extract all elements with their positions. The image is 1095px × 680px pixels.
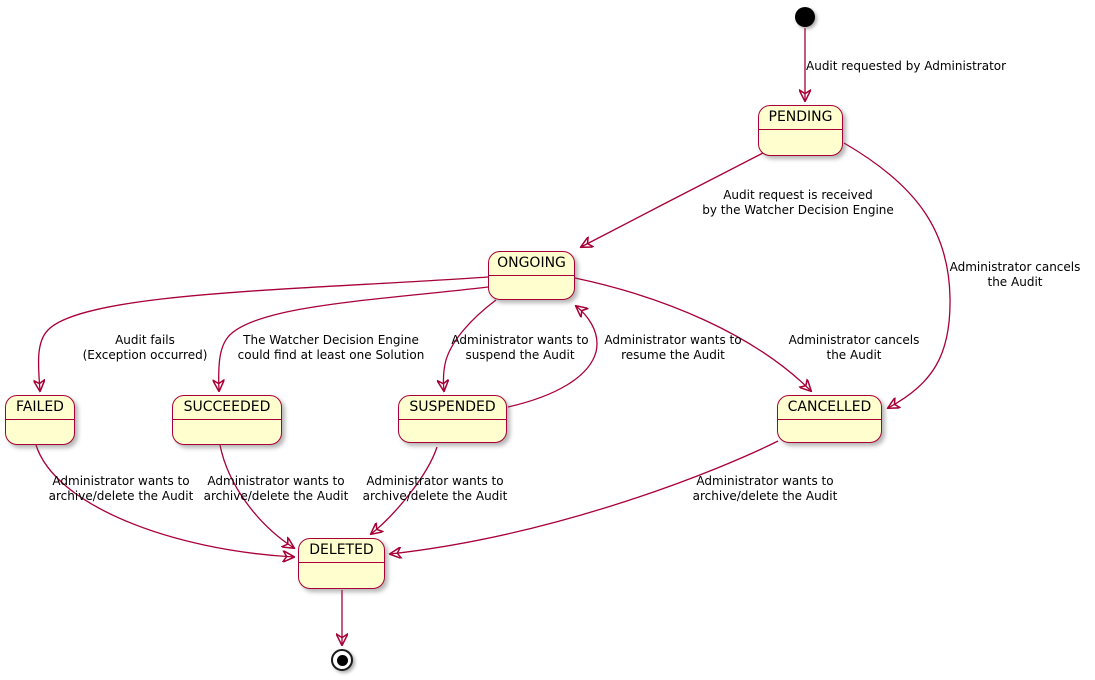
label-ongoing-succeeded: The Watcher Decision Engine could find at least one Solution — [237, 333, 425, 362]
initial-state-node — [795, 7, 815, 27]
label-succeeded-deleted: Administrator wants to archive/delete the Audit — [203, 474, 349, 503]
state-succeeded-label: SUCCEEDED — [173, 396, 281, 420]
label-failed-deleted: Administrator wants to archive/delete the Audit — [48, 474, 194, 503]
label-pending-cancelled: Administrator cancels the Audit — [949, 260, 1081, 289]
state-pending-label: PENDING — [759, 106, 842, 130]
state-failed — [5, 395, 75, 445]
label-ongoing-cancelled: Administrator cancels the Audit — [788, 333, 920, 362]
label-ongoing-failed: Audit fails (Exception occurred) — [82, 333, 208, 362]
state-cancelled — [777, 395, 882, 443]
state-suspended-label: SUSPENDED — [399, 396, 506, 420]
state-suspended — [398, 395, 507, 443]
label-ongoing-suspended: Administrator wants to suspend the Audit — [451, 333, 589, 362]
state-cancelled-label: CANCELLED — [778, 396, 881, 420]
state-failed-label: FAILED — [6, 396, 74, 420]
final-state-node — [331, 649, 353, 671]
label-init-pending: Audit requested by Administrator — [806, 59, 1007, 73]
label-cancelled-deleted: Administrator wants to archive/delete the Audit — [692, 474, 838, 503]
label-suspended-ongoing: Administrator wants to resume the Audit — [604, 333, 742, 362]
final-state-core — [337, 655, 348, 666]
state-deleted-label: DELETED — [299, 539, 384, 563]
state-deleted — [298, 538, 385, 589]
state-pending — [758, 105, 843, 156]
label-suspended-deleted: Administrator wants to archive/delete the Audit — [362, 474, 508, 503]
state-ongoing-label: ONGOING — [489, 252, 574, 276]
state-ongoing — [488, 251, 575, 300]
label-pending-ongoing: Audit request is received by the Watcher Decision Engine — [702, 188, 894, 217]
state-succeeded — [172, 395, 282, 445]
